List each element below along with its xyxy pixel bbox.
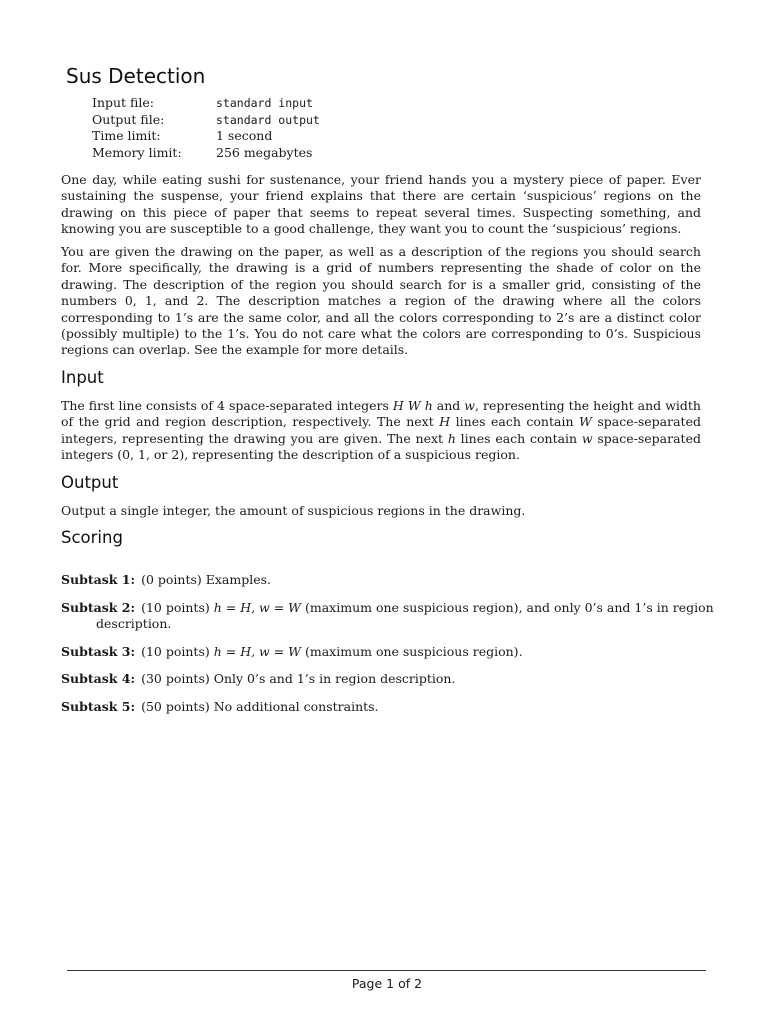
subtask-1-text: (0 points) Examples. bbox=[141, 572, 272, 587]
statement-paragraph-2: You are given the drawing on the paper, as well as a description of the regions you should search for. More specifically, the drawing is a grid of numbers representing the shade of color on the drawing. The description of the region you should search for is a smaller grid, consisting of the numbers 0, 1, and 2. The description matches a region of the drawing where all the colors corresponding to 1’s are the same color, and all the colors corresponding to 2’s are a distinct color (possibly multiple) to the 1’s. You do not care what the colors are corresponding to 0’s. Suspicious regions can overlap. See the example for more details. bbox=[61, 244, 701, 358]
subtask-1-label: Subtask 1: bbox=[61, 572, 136, 587]
statement-paragraph-1: One day, while eating sushi for sustenance, your friend hands you a mystery piece of paper. Ever sustaining the suspense, your friend explains that there are certain ‘suspicious’ regions on the drawing on this piece of paper that seems to repeat several times. Suspecting something, and knowing you are susceptible to a good challenge, they want you to count the ‘suspicious’ regions. bbox=[61, 172, 701, 237]
subtask-2-points: (10 points) bbox=[141, 600, 214, 615]
var-h-2: h bbox=[447, 430, 456, 446]
subtask-5 bbox=[61, 699, 701, 715]
input-file-value: standard input bbox=[216, 96, 313, 110]
subtask-5-label: Subtask 5: bbox=[61, 699, 136, 714]
problem-title: Sus Detection bbox=[66, 64, 206, 88]
subtask-2-label: Subtask 2: bbox=[61, 600, 136, 615]
subtask-3-label: Subtask 3: bbox=[61, 644, 136, 659]
input-file-label: Input file: bbox=[92, 95, 154, 110]
input-text-1: The first line consists of 4 space-separated integers bbox=[61, 398, 393, 413]
time-limit-row bbox=[92, 128, 320, 145]
subtask-2-math: h = H, w = W bbox=[213, 600, 302, 615]
subtask-2 bbox=[61, 600, 736, 633]
input-text-5: space-separated integers (0, 1, or 2), representing the description of a suspicious region. bbox=[61, 430, 701, 463]
memory-limit-row bbox=[92, 145, 320, 162]
subtask-4-text: (30 points) Only 0’s and 1’s in region description. bbox=[141, 671, 456, 686]
memory-limit-value: 256 megabytes bbox=[216, 144, 313, 160]
subtask-5-text: (50 points) No additional constraints. bbox=[141, 699, 379, 714]
input-heading: Input bbox=[61, 368, 104, 387]
input-text-3: lines each contain bbox=[450, 414, 580, 430]
subtask-2-text: (maximum one suspicious region), and only 0’s and 1’s in region description. bbox=[96, 600, 714, 632]
var-H-2: H bbox=[439, 414, 451, 430]
var-h: h bbox=[424, 398, 433, 413]
subtask-1 bbox=[61, 572, 701, 588]
time-limit-value: 1 second bbox=[216, 128, 273, 143]
var-W-2: W bbox=[579, 414, 592, 430]
input-text-2: , representing the height and width of the grid and region description, respectively. The next bbox=[61, 398, 701, 430]
subtask-3-points: (10 points) bbox=[141, 644, 214, 659]
page-number: Page 1 of 2 bbox=[351, 976, 423, 991]
var-w: w bbox=[464, 398, 475, 413]
output-file-value: standard output bbox=[216, 112, 320, 127]
input-description bbox=[61, 398, 701, 464]
subtask-4 bbox=[61, 671, 701, 687]
time-limit-label: Time limit: bbox=[92, 128, 161, 143]
var-H: H bbox=[392, 398, 404, 413]
input-and: and bbox=[432, 398, 465, 413]
output-heading: Output bbox=[61, 473, 119, 492]
memory-limit-label: Memory limit: bbox=[92, 144, 182, 160]
output-description: Output a single integer, the amount of suspicious regions in the drawing. bbox=[61, 503, 526, 518]
scoring-heading: Scoring bbox=[61, 528, 123, 547]
input-file-row bbox=[92, 95, 320, 112]
subtask-3-text: (maximum one suspicious region). bbox=[301, 644, 523, 659]
input-text-3b: lines each contain bbox=[455, 430, 582, 446]
var-w-2: w bbox=[581, 430, 593, 446]
subtask-4-label: Subtask 4: bbox=[61, 671, 136, 686]
problem-info-table bbox=[92, 95, 320, 161]
subtask-3 bbox=[61, 644, 701, 660]
output-file-label: Output file: bbox=[92, 111, 165, 127]
footer-divider bbox=[67, 970, 706, 971]
var-W: W bbox=[407, 398, 421, 413]
input-text-4: space-separated integers, representing the drawing you are given. The next bbox=[61, 414, 701, 446]
subtask-3-math: h = H, w = W bbox=[213, 644, 302, 659]
output-file-row bbox=[92, 112, 320, 129]
